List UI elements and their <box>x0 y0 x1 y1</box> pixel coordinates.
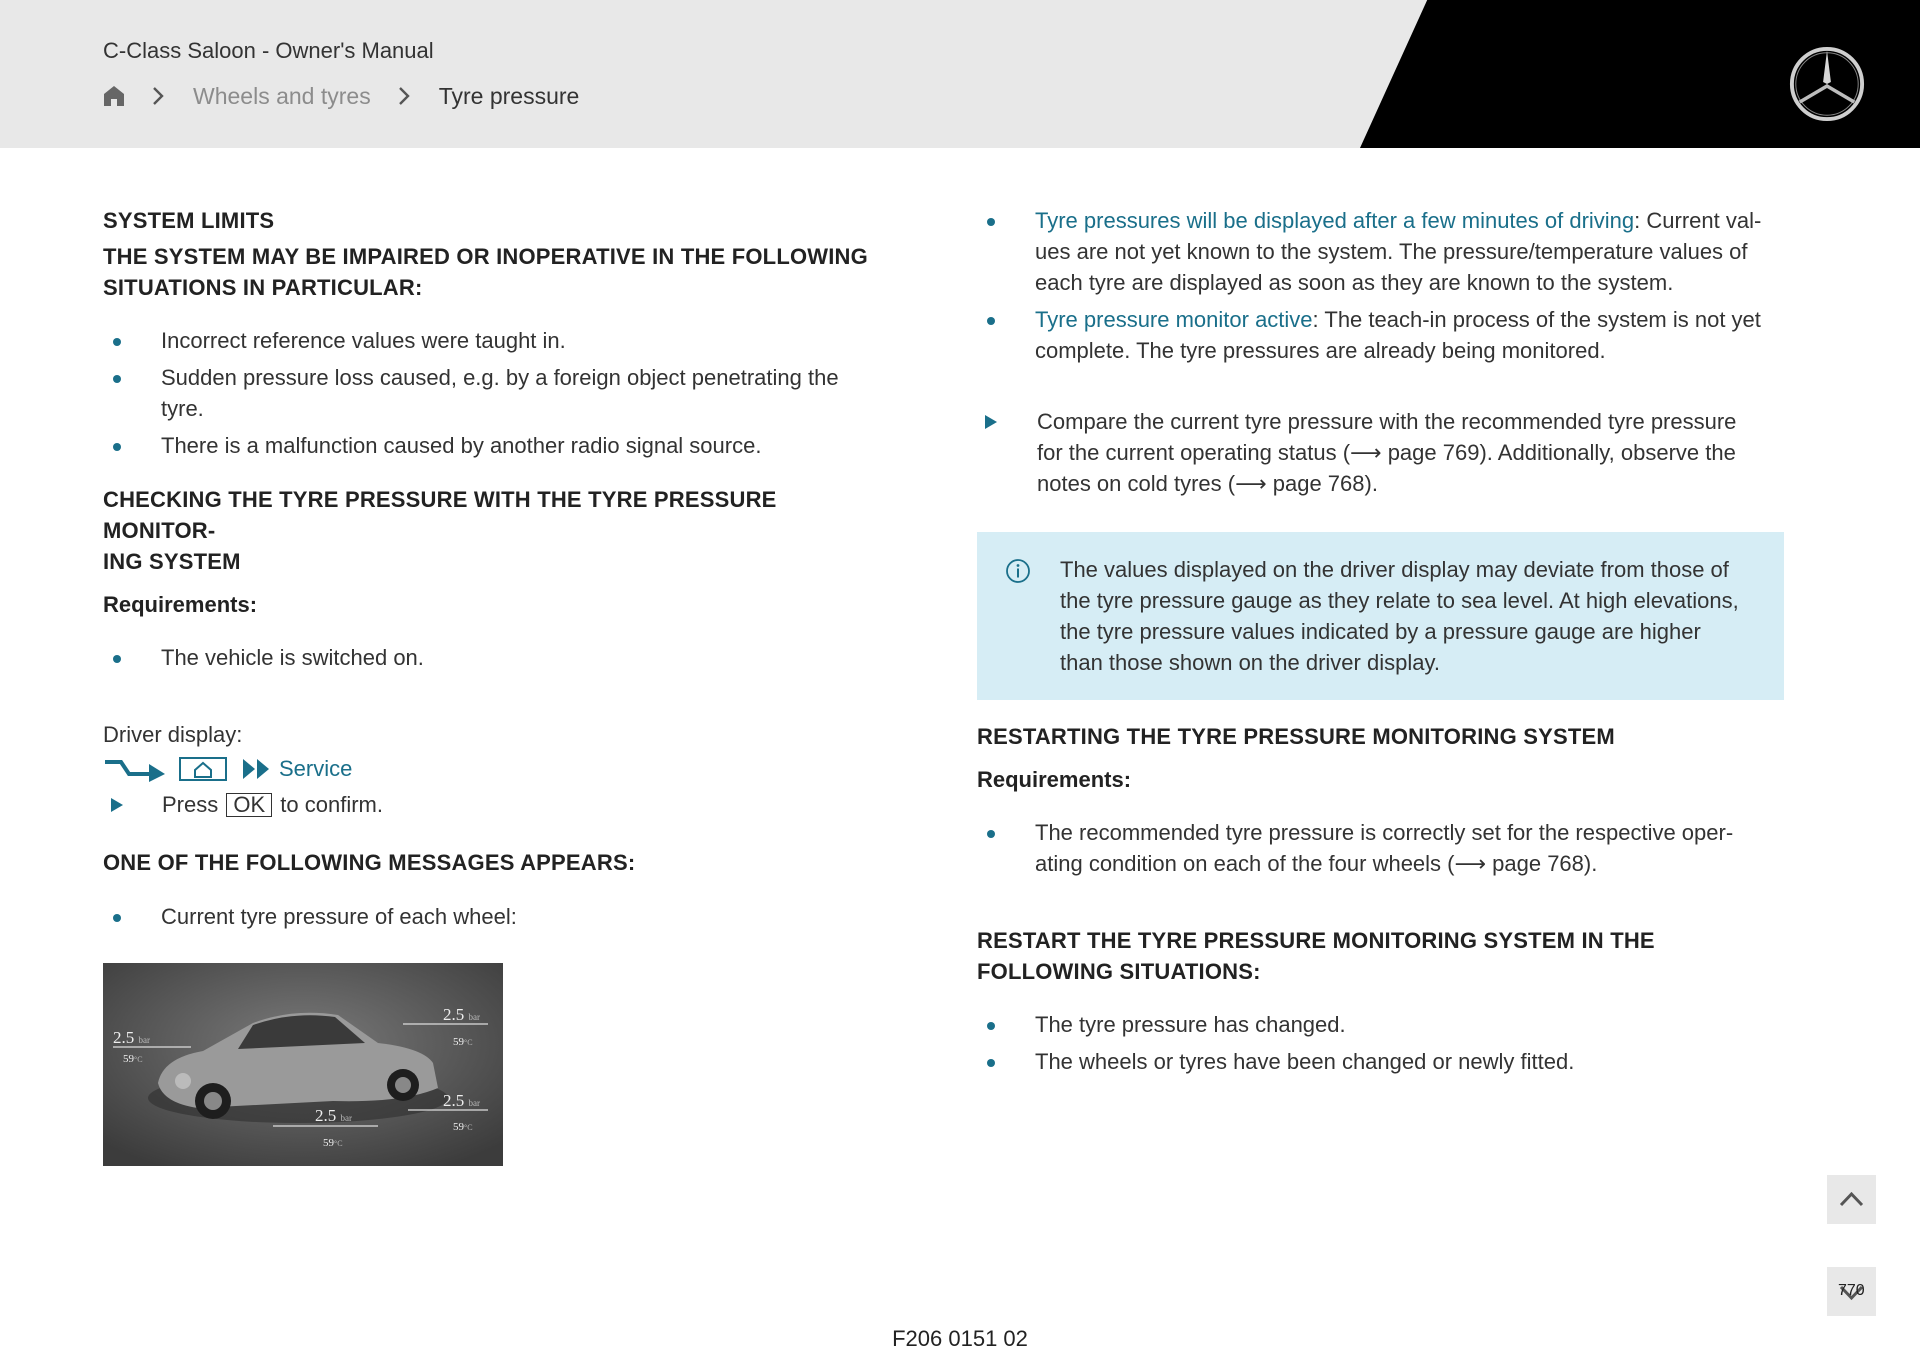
msg2-text: : The teach-in process of the system is not yet <box>1312 307 1761 332</box>
compare-step <box>977 406 1784 499</box>
temp-unit: °C <box>464 1123 473 1132</box>
breadcrumb-tyre-pressure: Tyre pressure <box>438 82 580 109</box>
list-item: Current tyre pressure of each wheel: <box>103 901 883 932</box>
rear-left-pressure: 2.5 <box>315 1106 337 1125</box>
compare-text: Compare the current tyre pressure with the recommended tyre pressure <box>1037 409 1737 434</box>
system-limits-heading: SYSTEM LIMITS <box>103 208 275 233</box>
checking-heading <box>103 484 883 577</box>
press-ok-step <box>103 789 883 820</box>
mercedes-star-logo[interactable] <box>1788 45 1866 123</box>
svg-text:59°C <box>453 1036 473 1048</box>
chevron-up-icon <box>1827 1175 1876 1224</box>
scroll-up-button[interactable] <box>1827 1175 1876 1224</box>
document-code: F206 0151 02 <box>892 1326 1028 1351</box>
checking-heading-line2: ING SYSTEM <box>103 549 241 574</box>
list-item <box>977 817 1784 879</box>
list-item: The tyre pressure has changed. <box>977 1009 1784 1040</box>
messages-list <box>103 901 883 932</box>
right-column <box>977 205 1784 1074</box>
restart-situations-heading: RESTART THE TYRE PRESSURE MONITORING SYSTEM IN THE FOLLOWING SITUATIONS: <box>977 928 1655 984</box>
bar-unit: bar <box>138 1035 150 1045</box>
temp-unit: °C <box>334 1139 343 1148</box>
info-note-text: The values displayed on the driver display may deviate from those of the tyre pressure gauge as they relate to sea level. At high elevations, the tyre pressure values indicated by a pressure gauge are higher than those shown on the driver display. <box>1060 557 1739 675</box>
msg2-text: complete. The tyre pressures are already being monitored. <box>1035 338 1606 363</box>
breadcrumb <box>103 80 579 112</box>
home-icon[interactable] <box>103 84 125 108</box>
svg-text:59°C <box>123 1053 143 1065</box>
restart-requirements-list <box>977 817 1784 879</box>
message-monitor-active: Tyre pressure monitor active <box>1035 307 1313 332</box>
restart-situations-list <box>977 1009 1784 1077</box>
step-arrow-icon <box>985 415 997 429</box>
page-number: 770 <box>1838 1282 1865 1299</box>
message-displayed-after-driving: Tyre pressures will be displayed after a few minutes of driving <box>1035 208 1635 233</box>
chevron-right-icon <box>397 85 411 107</box>
requirements-list <box>103 642 883 673</box>
msg1-text: : Current val- <box>1634 208 1762 233</box>
info-note-box <box>977 532 1784 700</box>
ok-key: OK <box>226 793 272 817</box>
list-item: There is a malfunction caused by another radio signal source. <box>103 430 883 461</box>
impaired-heading: THE SYSTEM MAY BE IMPAIRED OR INOPERATIVE IN THE FOLLOWING SITUATIONS IN PARTICULAR: <box>103 244 868 300</box>
press-text: Press <box>162 792 219 817</box>
messages-list-continued <box>977 205 1784 366</box>
svg-text:59°C <box>323 1137 343 1149</box>
home-screen-icon <box>179 756 227 782</box>
msg1-text: each tyre are displayed as soon as they are known to the system. <box>1035 270 1674 295</box>
front-left-temp: 59 <box>123 1053 134 1065</box>
document-title: C-Class Saloon - Owner's Manual <box>103 38 434 63</box>
restarting-heading: RESTARTING THE TYRE PRESSURE MONITORING SYSTEM <box>977 724 1615 749</box>
impaired-list <box>103 325 883 461</box>
requirements-label: Requirements: <box>977 767 1132 792</box>
chevron-right-icon <box>151 85 165 107</box>
restart-req-text[interactable]: ating condition on each of the four wheels (⟶ page 768). <box>1035 851 1598 876</box>
bar-unit: bar <box>468 1012 480 1022</box>
info-icon <box>1005 558 1031 584</box>
rear-right-temp: 59 <box>453 1121 464 1133</box>
list-item: The wheels or tyres have been changed or newly fitted. <box>977 1046 1784 1077</box>
bar-unit: bar <box>468 1098 480 1108</box>
svg-text:59°C <box>453 1121 473 1133</box>
confirm-text: to confirm. <box>280 792 383 817</box>
breadcrumb-wheels-and-tyres[interactable]: Wheels and tyres <box>193 82 371 109</box>
messages-heading: ONE OF THE FOLLOWING MESSAGES APPEARS: <box>103 850 636 875</box>
driver-display-path <box>103 753 883 785</box>
front-left-pressure: 2.5 <box>113 1028 135 1047</box>
list-item: The vehicle is switched on. <box>103 642 883 673</box>
car-illustration <box>103 963 503 1166</box>
front-right-pressure: 2.5 <box>443 1005 465 1024</box>
menu-path-arrow-icon <box>103 756 167 782</box>
step-arrow-icon <box>111 798 123 812</box>
temp-unit: °C <box>464 1038 473 1047</box>
service-menu-label: Service <box>279 756 353 781</box>
left-column <box>103 205 883 932</box>
list-item <box>977 205 1784 298</box>
list-item: Incorrect reference values were taught in. <box>103 325 883 356</box>
bar-unit: bar <box>340 1113 352 1123</box>
msg1-text: ues are not yet known to the system. The pressure/temperature values of <box>1035 239 1748 264</box>
tyre-pressure-display-image <box>103 963 503 1166</box>
list-item <box>977 304 1784 366</box>
restart-section <box>977 721 1784 1077</box>
rear-left-temp: 59 <box>323 1137 334 1149</box>
checking-heading-line1: CHECKING THE TYRE PRESSURE WITH THE TYRE PRESSURE MONITOR- <box>103 487 777 543</box>
page-header <box>0 0 1920 148</box>
front-right-temp: 59 <box>453 1036 464 1048</box>
temp-unit: °C <box>134 1055 143 1064</box>
compare-text[interactable]: for the current operating status (⟶ page 769). Additionally, observe the <box>1037 440 1736 465</box>
restart-req-text: The recommended tyre pressure is correctly set for the respective oper- <box>1035 820 1734 845</box>
list-item: Sudden pressure loss caused, e.g. by a foreign object penetrating the tyre. <box>103 362 883 424</box>
rear-right-pressure: 2.5 <box>443 1091 465 1110</box>
double-chevron-icon <box>241 757 275 781</box>
compare-text[interactable]: notes on cold tyres (⟶ page 768). <box>1037 471 1378 496</box>
requirements-label: Requirements: <box>103 592 258 617</box>
driver-display-label: Driver display: <box>103 722 243 747</box>
